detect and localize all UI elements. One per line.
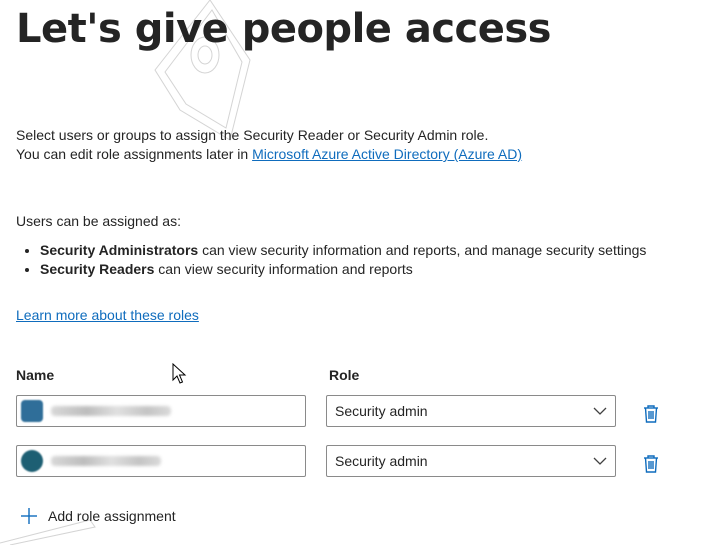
- name-picker-input[interactable]: [16, 395, 306, 427]
- list-item-security-administrators: [40, 241, 646, 260]
- chevron-down-icon: [593, 454, 607, 468]
- page-title: Let's give people access: [16, 6, 551, 52]
- role-dropdown-value: Security admin: [335, 453, 428, 469]
- add-role-assignment-button[interactable]: [20, 505, 176, 527]
- delete-row-icon[interactable]: [642, 454, 660, 474]
- intro-text-line2: [16, 145, 522, 164]
- azure-ad-link[interactable]: Microsoft Azure Active Directory (Azure AD): [252, 146, 523, 162]
- name-column-header: Name: [16, 367, 55, 383]
- list-item-security-readers: [40, 260, 646, 279]
- role-description: can view security information and reports: [154, 261, 413, 277]
- avatar: [21, 400, 43, 422]
- delete-row-icon[interactable]: [642, 404, 660, 424]
- add-role-assignment-label: Add role assignment: [48, 508, 176, 524]
- intro-text-line1: Select users or groups to assign the Security Reader or Security Admin role.: [16, 127, 489, 143]
- roles-list: [16, 241, 646, 279]
- role-name: Security Administrators: [40, 242, 199, 258]
- role-dropdown[interactable]: [326, 445, 616, 477]
- plus-icon: [20, 507, 38, 525]
- intro-text-prefix: You can edit role assignments later in: [16, 146, 253, 162]
- chevron-down-icon: [593, 404, 607, 418]
- role-dropdown[interactable]: [326, 395, 616, 427]
- learn-more-link[interactable]: Learn more about these roles: [16, 307, 199, 323]
- name-picker-input[interactable]: [16, 445, 306, 477]
- role-dropdown-value: Security admin: [335, 403, 428, 419]
- redacted-user-name: [51, 456, 161, 466]
- role-description: can view security information and reports, and manage security settings: [198, 242, 647, 258]
- role-name: Security Readers: [40, 261, 155, 277]
- redacted-user-name: [51, 406, 171, 416]
- avatar: [21, 450, 43, 472]
- role-column-header: Role: [329, 367, 360, 383]
- assign-intro-text: Users can be assigned as:: [16, 213, 181, 229]
- mouse-cursor-icon: [172, 363, 188, 385]
